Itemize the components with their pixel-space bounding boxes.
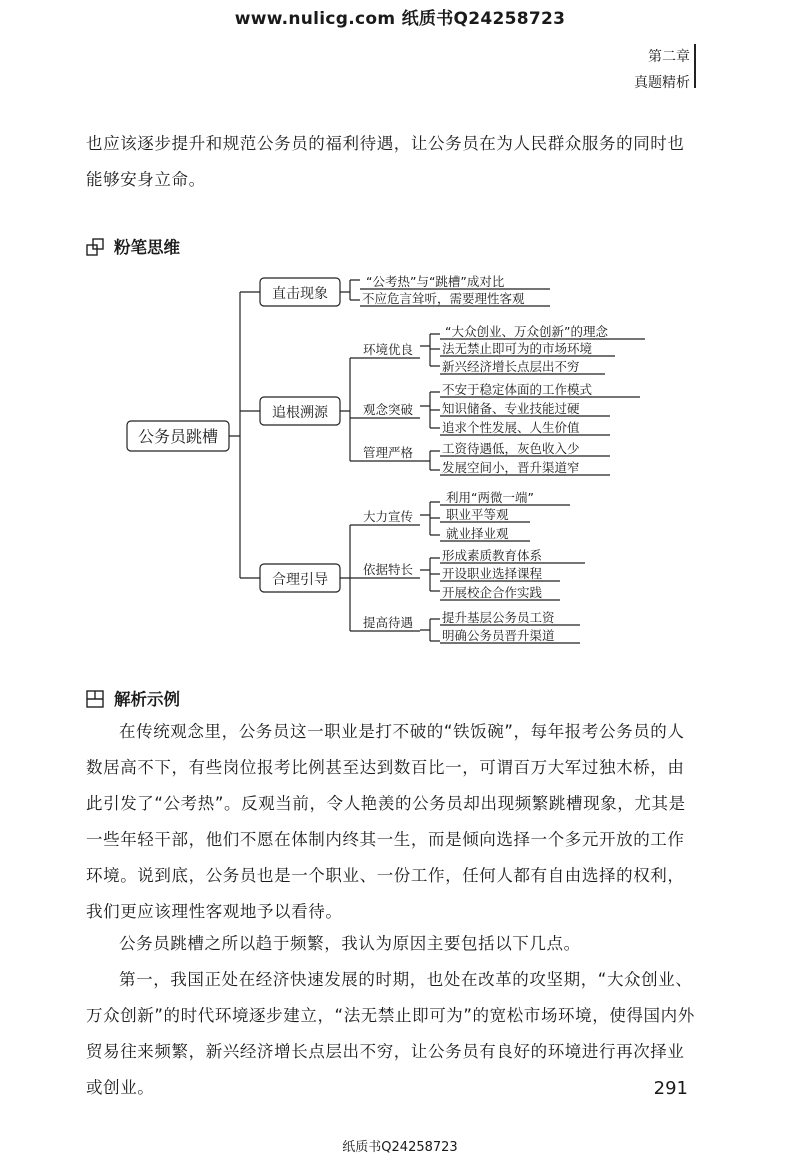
section-title: 解析示例 — [114, 690, 180, 709]
mindmap-leaf: 知识储备、专业技能过硬 — [442, 401, 580, 416]
mindmap-branch-2: 追根溯源 — [272, 405, 328, 421]
mindmap-sub: 依据特长 — [363, 562, 414, 577]
section-title: 粉笔思维 — [114, 238, 180, 257]
watermark-bottom: 纸质书Q24258723 — [342, 1140, 458, 1155]
section-icon — [86, 690, 104, 708]
mindmap-leaf: 不应危言耸听，需要理性客观 — [362, 291, 525, 306]
mindmap-sub: 大力宣传 — [363, 509, 414, 524]
mindmap-branch-3: 合理引导 — [272, 572, 328, 588]
mindmap-leaf: 提升基层公务员工资 — [442, 610, 555, 625]
watermark-top: www.nulicg.com 纸质书Q24258723 — [234, 9, 566, 29]
mindmap-leaf: 开展校企合作实践 — [442, 585, 543, 600]
mindmap-leaf: 明确公务员晋升渠道 — [442, 628, 555, 643]
mindmap-leaf: “大众创业、万众创新”的理念 — [445, 324, 608, 339]
mindmap-sub: 管理严格 — [363, 445, 414, 460]
mindmap-leaf: 利用“两微一端” — [446, 490, 534, 505]
mindmap-sub: 观念突破 — [363, 402, 414, 417]
intro-paragraph: 也应该逐步提升和规范公务员的福利待遇，让公务员在为人民群众服务的同时也能够安身立命。 — [86, 134, 685, 189]
body-paragraph-2: 公务员跳槽之所以趋于频繁，我认为原因主要包括以下几点。 — [119, 934, 581, 953]
mindmap-leaf: 新兴经济增长点层出不穷 — [442, 359, 580, 374]
body-paragraph-1: 在传统观念里，公务员这一职业是打不破的“铁饭碗”，每年报考公务员的人数居高不下，有些岗位报考比例甚至达到数百比一，可谓百万大军过独木桥，由此引发了“公考热”。反观当前，令人艳羡的公务员却出现频繁跳槽现象，尤其是一些年轻干部，他们不愿在体制内终其一生，而是倾向选择一个多元开放的工作环境。说到底，公务员也是一个职业、一份工作，任何人都有自由选择的权利，我们更应该理性客观地予以看待。 — [86, 722, 686, 921]
page-number: 291 — [653, 1078, 688, 1099]
mindmap-leaf: 发展空间小，晋升渠道窄 — [442, 460, 580, 475]
body-paragraph-3: 第一，我国正处在经济快速发展的时期，也处在改革的攻坚期，“大众创业、万众创新”的时代环境逐步建立，“法无禁止即可为”的宽松市场环境，使得国内外贸易往来频繁，新兴经济增长点层出不穷，让公务员有良好的环境进行再次择业或创业。 — [86, 970, 695, 1097]
mindmap-leaf: 开设职业选择课程 — [442, 566, 543, 581]
mindmap-leaf: 法无禁止即可为的市场环境 — [442, 341, 593, 356]
mindmap-leaf: “公考热”与“跳槽”成对比 — [366, 274, 505, 289]
section-heading-analysis — [86, 686, 180, 710]
chapter-title: 第二章 — [648, 49, 690, 65]
mindmap-branch-1: 直击现象 — [272, 286, 328, 302]
mindmap-root: 公务员跳槽 — [137, 427, 219, 446]
mindmap-leaf: 职业平等观 — [446, 507, 509, 522]
mindmap-leaf: 不安于稳定体面的工作模式 — [442, 382, 593, 397]
mindmap-leaf: 形成素质教育体系 — [442, 548, 543, 563]
chapter-subtitle: 真题精析 — [634, 75, 690, 91]
mindmap-leaf: 就业择业观 — [446, 526, 509, 541]
mindmap-leaf: 追求个性发展、人生价值 — [442, 420, 580, 435]
mindmap-sub: 环境优良 — [363, 342, 414, 357]
mindmap-leaf: 工资待遇低，灰色收入少 — [442, 441, 580, 456]
mindmap-sub: 提高待遇 — [363, 615, 414, 630]
